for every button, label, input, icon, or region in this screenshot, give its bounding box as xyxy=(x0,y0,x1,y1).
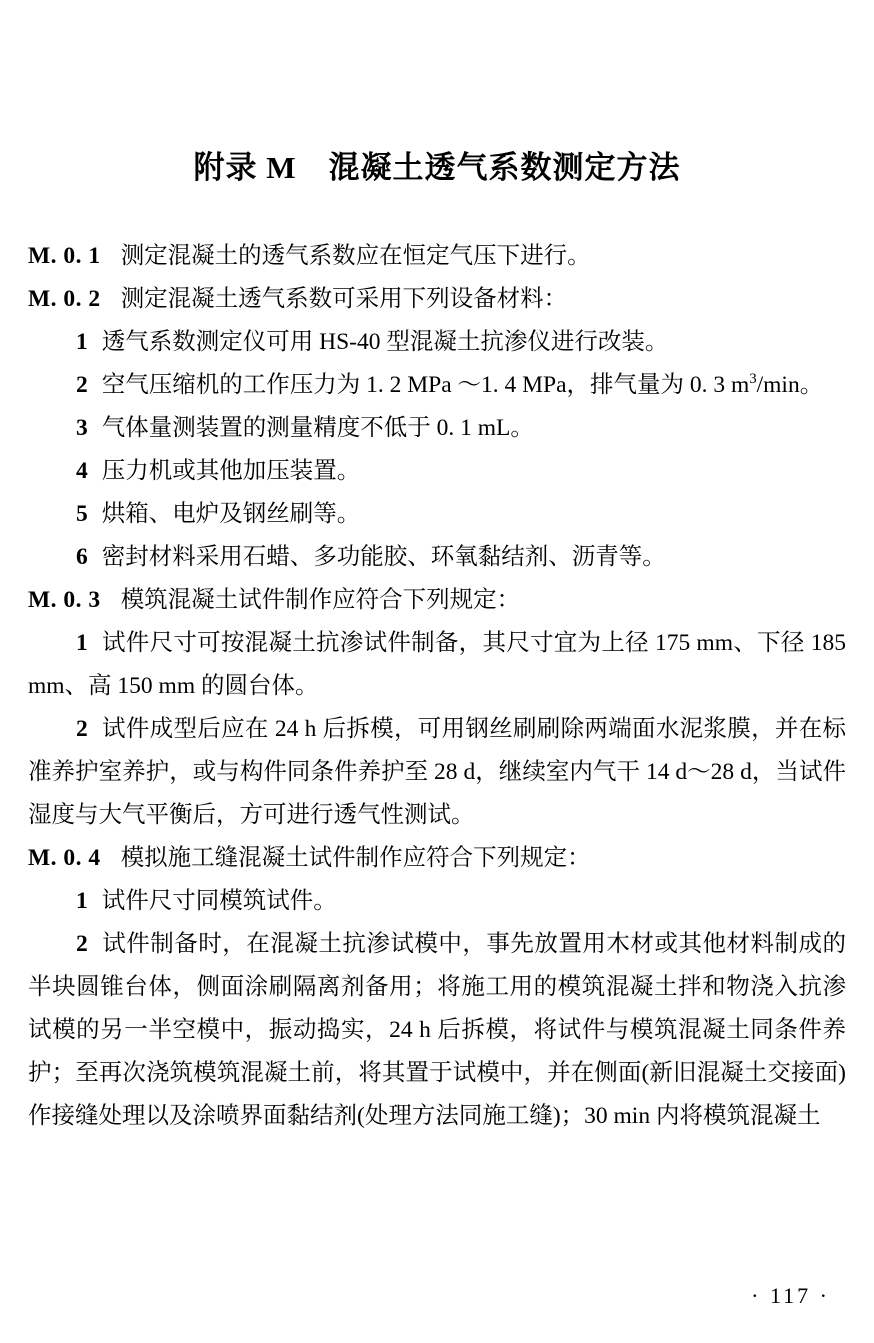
clause-number: M. 0. 3 xyxy=(28,587,101,613)
page-number: · 117 · xyxy=(751,1283,830,1308)
clause-text: 模筑混凝土试件制作应符合下列规定： xyxy=(120,587,521,613)
item-text: 试件尺寸同模筑试件。 xyxy=(101,888,337,914)
list-item xyxy=(28,321,846,364)
item-number: 2 xyxy=(76,372,88,398)
item-text: 密封材料采用石蜡、多功能胶、环氧黏结剂、沥青等。 xyxy=(101,544,666,570)
item-text: 烘箱、电炉及钢丝刷等。 xyxy=(101,501,361,527)
clause-text: 测定混凝土的透气系数应在恒定气压下进行。 xyxy=(120,243,591,269)
item-number: 3 xyxy=(76,415,88,441)
document-body xyxy=(28,235,846,1138)
item-number: 2 xyxy=(76,716,88,742)
item-number: 1 xyxy=(76,630,88,656)
list-item xyxy=(28,708,846,837)
list-item xyxy=(28,622,846,708)
item-text: 试件尺寸可按混凝土抗渗试件制备，其尺寸宜为上径 175 mm、下径 185 mm、高 150 mm 的圆台体。 xyxy=(28,630,846,699)
list-item xyxy=(28,536,846,579)
clause-text: 测定混凝土透气系数可采用下列设备材料： xyxy=(120,286,568,312)
item-number: 1 xyxy=(76,329,88,355)
list-item xyxy=(28,450,846,493)
list-item xyxy=(28,923,846,1138)
list-item xyxy=(28,407,846,450)
clause-number: M. 0. 2 xyxy=(28,286,101,312)
list-item xyxy=(28,493,846,536)
item-text: 试件制备时，在混凝土抗渗试模中，事先放置用木材或其他材料制成的半块圆锥台体，侧面涂刷隔离剂备用；将施工用的模筑混凝土拌和物浇入抗渗试模的另一半空模中，振动捣实，24 h 后拆模，将试件与模筑混凝土同条件养护；至再次浇筑模筑混凝土前，将其置于试模中，并在侧面(新旧混凝土交接面)作接缝处理以及涂喷界面黏结剂(处理方法同施工缝)；30 min 内将模筑混凝土 xyxy=(28,931,846,1129)
page-title: 附录 M 混凝土透气系数测定方法 xyxy=(193,150,681,185)
item-number: 1 xyxy=(76,888,88,914)
item-text: 空气压缩机的工作压力为 1. 2 MPa ～1. 4 MPa，排气量为 0. 3 $m^3/\min$。 xyxy=(101,371,824,398)
item-number: 5 xyxy=(76,501,88,527)
clause-text: 模拟施工缝混凝土试件制作应符合下列规定： xyxy=(120,845,591,871)
clause-m-0-2 xyxy=(28,278,846,321)
item-text: 压力机或其他加压装置。 xyxy=(101,458,361,484)
clause-number: M. 0. 1 xyxy=(28,243,101,269)
clause-m-0-1 xyxy=(28,235,846,278)
item-number: 4 xyxy=(76,458,88,484)
clause-m-0-3 xyxy=(28,579,846,622)
item-text: 透气系数测定仪可用 HS-40 型混凝土抗渗仪进行改装。 xyxy=(101,329,669,355)
item-text: 试件成型后应在 24 h 后拆模，可用钢丝刷刷除两端面水泥浆膜，并在标准养护室养护，或与构件同条件养护至 28 d，继续室内气干 14 d～28 d，当试件湿度与大气平衡后，方可进行透气性测试。 xyxy=(28,716,846,828)
list-item xyxy=(28,880,846,923)
item-number: 2 xyxy=(76,931,88,957)
item-number: 6 xyxy=(76,544,88,570)
clause-number: M. 0. 4 xyxy=(28,845,101,871)
item-text: 气体量测装置的测量精度不低于 0. 1 mL。 xyxy=(101,415,534,441)
list-item xyxy=(28,364,846,407)
clause-m-0-4 xyxy=(28,837,846,880)
